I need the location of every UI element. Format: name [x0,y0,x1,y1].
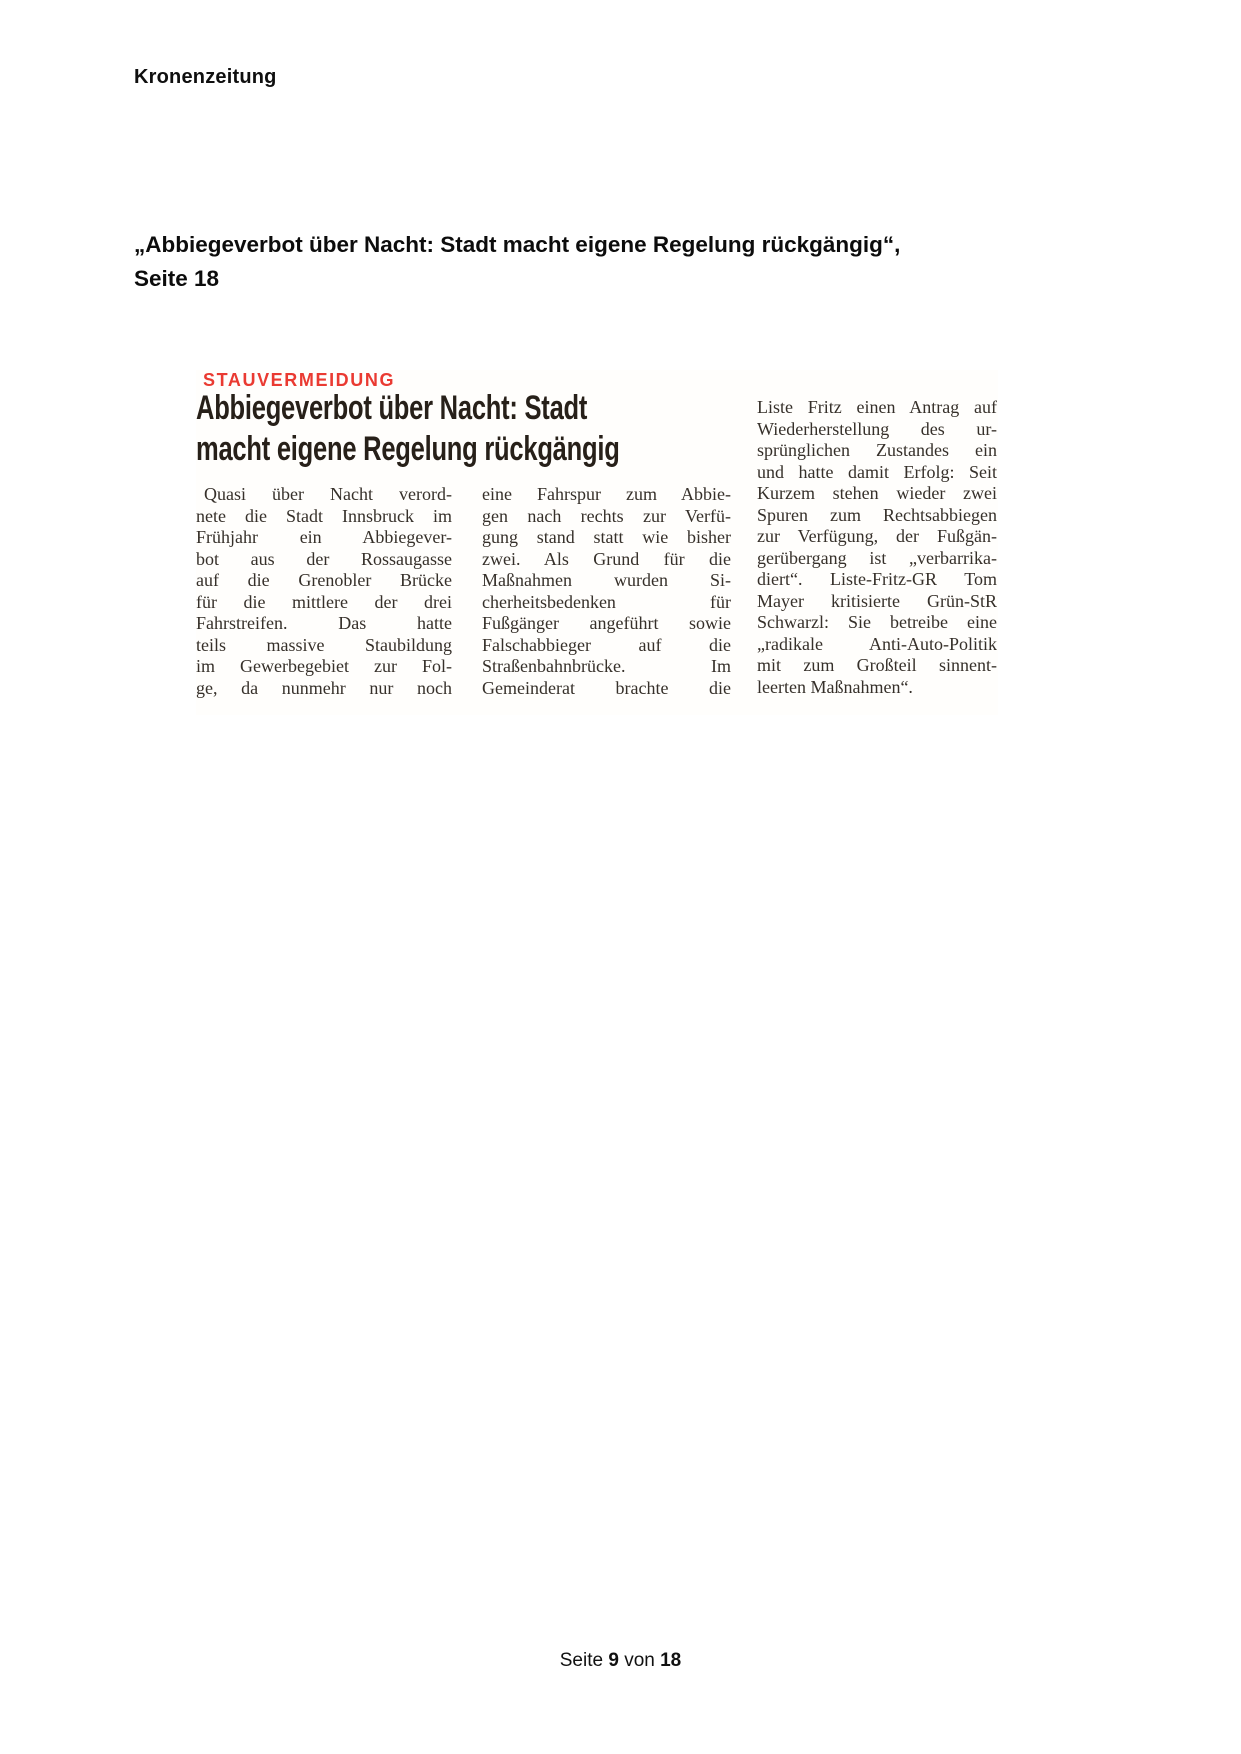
article-line: bot aus der Rossaugasse [196,548,452,569]
article-column-1 [196,484,452,699]
article-line: Straßenbahnbrücke. Im [482,656,731,676]
article-line: sprünglichen Zustandes ein [757,440,997,460]
footer-label-seite: Seite [559,1650,604,1671]
article-line: gen nach rechts zur Verfü- [482,505,731,526]
article-line: gerübergang ist „verbarrika- [757,547,997,568]
article-line: cherheitsbedenken für [482,591,731,612]
article-line: Gemeinderat brachte die [482,677,731,698]
article-line: Fußgänger angeführt sowie [482,613,731,633]
article-line: teils massive Staubildung [196,634,452,655]
article-line: Spuren zum Rechtsabbiegen [757,504,997,525]
article-line: Maßnahmen wurden Si- [482,570,731,590]
article-line: mit zum Großteil sinnent- [757,655,997,675]
article-line: Schwarzl: Sie betreibe eine [757,612,997,632]
article-line: im Gewerbegebiet zur Fol- [196,656,452,676]
article-line: zur Verfügung, der Fußgän- [757,526,997,546]
footer-label-von: von [624,1650,655,1671]
clipping-headline [196,388,761,470]
article-reference-title-line1: „Abbiegeverbot über Nacht: Stadt macht eigene Regelung rückgängig“, [134,232,901,257]
article-line: „radikale Anti-Auto-Politik [757,633,997,654]
article-line: zwei. Als Grund für die [482,548,731,569]
article-line: Wiederherstellung des ur- [757,418,997,439]
article-column-3 [757,397,997,698]
newspaper-clipping [196,370,998,715]
clipping-headline-line2: macht eigene Regelung rückgängig [196,430,620,468]
publication-name: Kronenzeitung [134,66,277,88]
clipping-kicker: STAUVERMEIDUNG [203,370,396,390]
article-line: diert“. Liste-Fritz-GR Tom [757,569,997,589]
article-line: und hatte damit Erfolg: Seit [757,461,997,482]
article-line: gung stand statt wie bisher [482,527,731,547]
page-footer [0,1650,1241,1672]
article-line: Liste Fritz einen Antrag auf [757,397,997,417]
article-reference-title [134,228,1094,296]
article-line: Falschabbieger auf die [482,634,731,655]
clipping-headline-line1: Abbiegeverbot über Nacht: Stadt [196,389,588,427]
article-column-2 [482,484,731,699]
article-line: auf die Grenobler Brücke [196,570,452,590]
article-line: Quasi über Nacht verord- [204,484,452,504]
article-line: für die mittlere der drei [196,591,452,612]
clipping-body-columns [196,484,731,699]
article-line: ge, da nunmehr nur noch [196,677,452,698]
article-line: Frühjahr ein Abbiegever- [196,527,452,547]
article-line: leerten Maßnahmen“. [757,676,913,697]
article-line: nete die Stadt Innsbruck im [196,505,452,526]
footer-page-number: 9 [608,1650,619,1671]
article-line: Kurzem stehen wieder zwei [757,483,997,503]
article-reference-title-line2: Seite 18 [134,266,220,291]
footer-total-pages: 18 [660,1650,682,1671]
article-line: Fahrstreifen. Das hatte [196,613,452,633]
article-line: Mayer kritisierte Grün-StR [757,590,997,611]
article-line: eine Fahrspur zum Abbie- [482,484,731,504]
